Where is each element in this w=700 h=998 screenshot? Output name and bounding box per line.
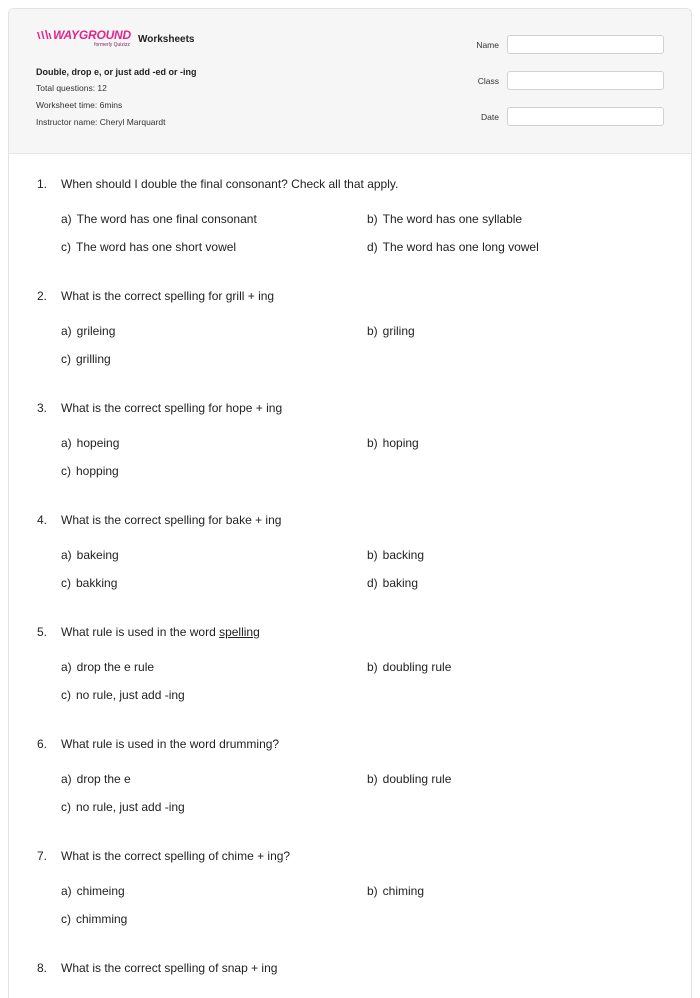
class-label: Class	[477, 75, 499, 86]
option-letter: b)	[367, 436, 378, 450]
option-text: The word has one short vowel	[76, 240, 237, 254]
question-text: What is the correct spelling of snap + ing	[61, 961, 278, 975]
wayground-mark-icon	[36, 29, 52, 41]
question-text: What is the correct spelling of chime + ing?	[61, 849, 291, 863]
option-letter: a)	[61, 884, 72, 898]
question-text: When should I double the final consonant? Check all that apply.	[61, 177, 399, 191]
question-text: What rule is used in the word drumming?	[61, 737, 280, 751]
option-c[interactable]	[61, 464, 119, 478]
option-text: chimeing	[76, 884, 125, 898]
option-letter: a)	[61, 212, 72, 226]
class-input[interactable]	[507, 71, 664, 90]
option-text: The word has one syllable	[382, 212, 523, 226]
option-b[interactable]	[367, 324, 415, 338]
option-text: no rule, just add -ing	[76, 800, 185, 814]
question-number: 2.	[37, 289, 48, 303]
question-stem	[37, 961, 277, 975]
question-stem	[37, 513, 281, 527]
date-input[interactable]	[507, 107, 664, 126]
option-letter: b)	[367, 212, 378, 226]
question-stem	[37, 401, 282, 415]
question-number: 4.	[37, 513, 48, 527]
option-letter: c)	[61, 688, 71, 702]
underlined-word: spelling	[219, 625, 260, 639]
option-text: The word has one final consonant	[76, 212, 257, 226]
option-letter: b)	[367, 548, 378, 562]
option-text: chimming	[76, 912, 128, 926]
option-a[interactable]	[61, 212, 257, 226]
option-text: drop the e	[76, 772, 131, 786]
option-letter: a)	[61, 324, 72, 338]
question-stem	[37, 289, 274, 303]
option-letter: d)	[367, 576, 378, 590]
option-text: The word has one long vowel	[382, 240, 539, 254]
option-b[interactable]	[367, 772, 451, 786]
option-a[interactable]	[61, 548, 119, 562]
worksheet-title: Double, drop e, or just add -ed or -ing	[36, 67, 197, 77]
option-letter: c)	[61, 240, 71, 254]
option-letter: c)	[61, 800, 71, 814]
option-c[interactable]	[61, 576, 117, 590]
worksheet-page	[8, 8, 692, 998]
worksheet-header	[9, 9, 691, 154]
option-a[interactable]	[61, 436, 119, 450]
option-text: bakking	[76, 576, 118, 590]
question-stem	[37, 177, 398, 191]
option-text: hopping	[76, 464, 119, 478]
class-field-row	[476, 70, 664, 91]
option-b[interactable]	[367, 548, 424, 562]
option-letter: a)	[61, 548, 72, 562]
option-letter: b)	[367, 884, 378, 898]
option-letter: c)	[61, 912, 71, 926]
option-letter: c)	[61, 352, 71, 366]
option-text: doubling rule	[382, 660, 452, 674]
option-c[interactable]	[61, 688, 185, 702]
worksheet-time: Worksheet time: 6mins	[36, 100, 123, 110]
option-text: griling	[382, 324, 415, 338]
logo-wordmark: WAYGROUND	[53, 28, 131, 42]
student-fields	[476, 34, 664, 142]
question-stem	[37, 625, 260, 639]
total-questions: Total questions: 12	[36, 83, 107, 93]
option-letter: a)	[61, 772, 72, 786]
option-b[interactable]	[367, 660, 451, 674]
option-a[interactable]	[61, 324, 115, 338]
option-text: grileing	[76, 324, 116, 338]
option-text: hoping	[382, 436, 419, 450]
brand	[36, 29, 195, 48]
option-text: grilling	[76, 352, 111, 366]
option-text: drop the e rule	[76, 660, 155, 674]
option-d[interactable]	[367, 240, 539, 254]
question-text: What is the correct spelling for hope + ing	[61, 401, 283, 415]
question-stem	[37, 849, 290, 863]
option-letter: a)	[61, 436, 72, 450]
question-text: What rule is used in the word	[61, 625, 220, 639]
option-a[interactable]	[61, 660, 154, 674]
option-text: bakeing	[76, 548, 119, 562]
question-text: What is the correct spelling for grill + ing	[61, 289, 275, 303]
worksheet-meta	[36, 67, 197, 134]
option-b[interactable]	[367, 212, 522, 226]
product-name: Worksheets	[137, 34, 195, 45]
option-c[interactable]	[61, 352, 111, 366]
option-c[interactable]	[61, 912, 127, 926]
logo-subtext: formerly Quizizz	[94, 42, 130, 48]
option-c[interactable]	[61, 800, 185, 814]
question-number: 7.	[37, 849, 48, 863]
option-letter: b)	[367, 660, 378, 674]
option-letter: a)	[61, 660, 72, 674]
option-text: chiming	[382, 884, 425, 898]
option-letter: c)	[61, 576, 71, 590]
wayground-logo	[36, 29, 131, 48]
option-letter: d)	[367, 240, 378, 254]
instructor-name: Instructor name: Cheryl Marquardt	[36, 117, 166, 127]
option-text: doubling rule	[382, 772, 452, 786]
question-number: 6.	[37, 737, 48, 751]
option-text: no rule, just add -ing	[76, 688, 185, 702]
option-d[interactable]	[367, 576, 418, 590]
question-text: What is the correct spelling for bake + ing	[61, 513, 282, 527]
option-a[interactable]	[61, 884, 125, 898]
option-text: baking	[382, 576, 419, 590]
name-input[interactable]	[507, 35, 664, 54]
question-number: 3.	[37, 401, 48, 415]
date-field-row	[476, 106, 664, 127]
question-stem	[37, 737, 279, 751]
date-label: Date	[481, 111, 499, 122]
option-letter: c)	[61, 464, 71, 478]
option-b[interactable]	[367, 436, 419, 450]
question-number: 5.	[37, 625, 48, 639]
option-c[interactable]	[61, 240, 236, 254]
option-letter: b)	[367, 772, 378, 786]
option-a[interactable]	[61, 772, 131, 786]
option-text: hopeing	[76, 436, 120, 450]
question-number: 8.	[37, 961, 48, 975]
option-b[interactable]	[367, 884, 424, 898]
name-field-row	[476, 34, 664, 55]
option-letter: b)	[367, 324, 378, 338]
question-number: 1.	[37, 177, 48, 191]
name-label: Name	[476, 39, 499, 50]
option-text: backing	[382, 548, 425, 562]
